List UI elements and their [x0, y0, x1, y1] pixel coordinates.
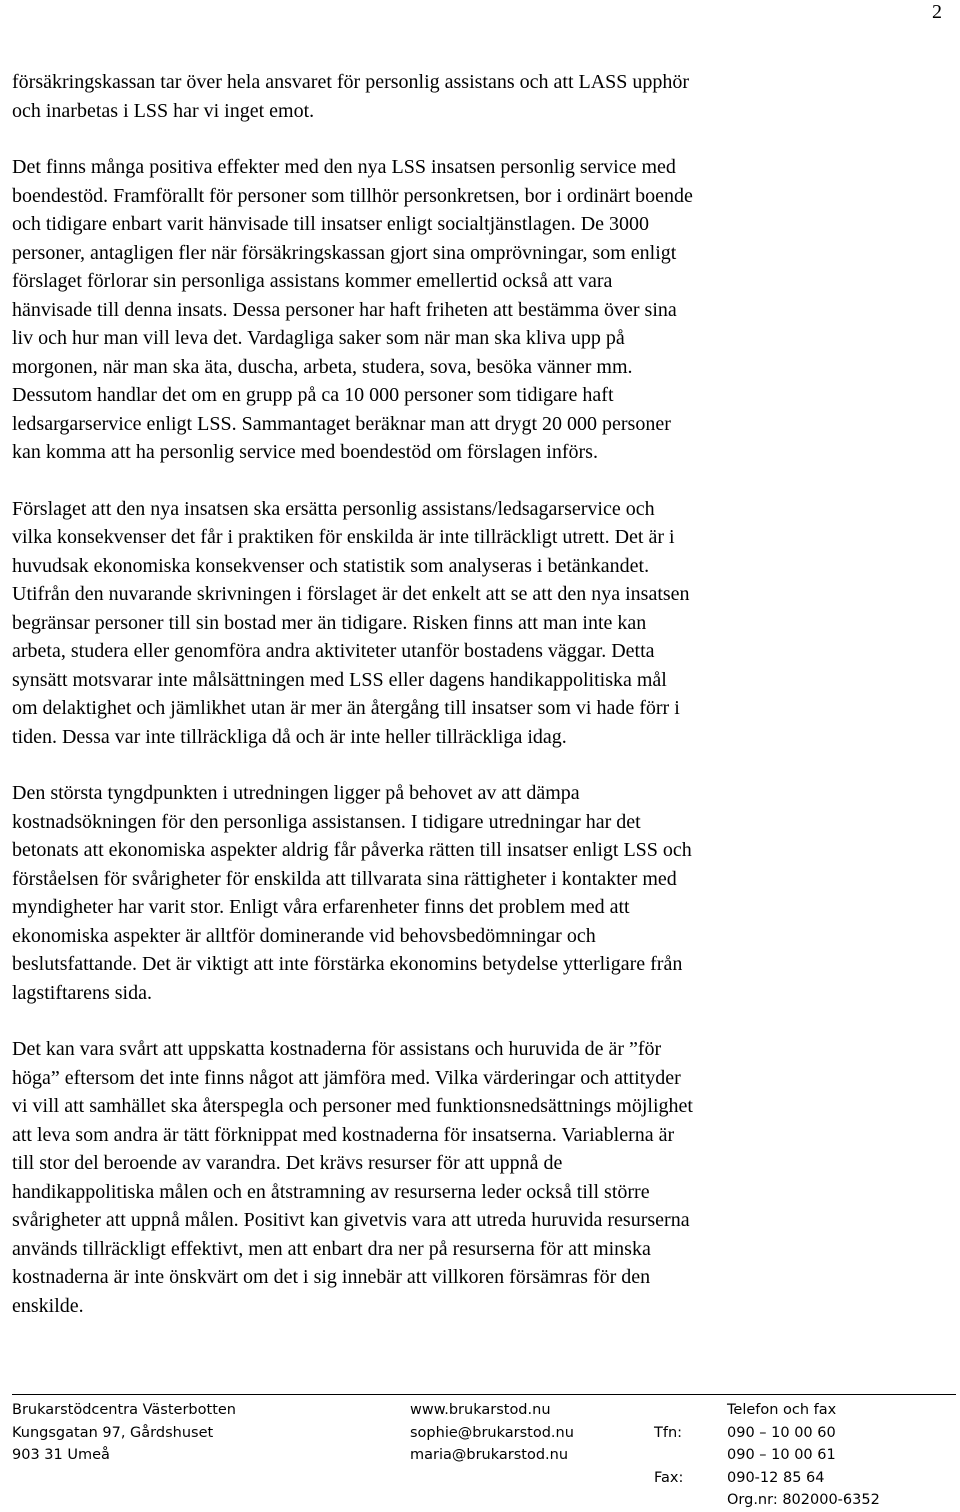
footer-address: Kungsgatan 97, Gårdshuset	[12, 1424, 214, 1441]
paragraph-line: förståelsen för svårigheter för enskilda att tillvarata sina rättigheter i kontakter med	[12, 867, 677, 890]
paragraph-line: Det finns många positiva effekter med den nya LSS insatsen personlig service med	[12, 156, 676, 178]
document-body	[12, 68, 932, 1348]
paragraph-line: kostnadsökningen för den personliga assistansen. I tidigare utredningar har det	[12, 810, 641, 833]
footer-fax: 090-12 85 64	[727, 1469, 825, 1486]
paragraph	[12, 68, 932, 125]
footer-postal: 903 31 Umeå	[12, 1447, 110, 1463]
footer-org-name: Brukarstödcentra Västerbotten	[12, 1402, 236, 1418]
footer-org-nr: Org.nr: 802000-6352	[727, 1492, 880, 1508]
footer-tfn-label: Tfn:	[654, 1424, 683, 1441]
paragraph-line: betonats att ekonomiska aspekter aldrig får påverka rätten till insatser enligt LSS och	[12, 839, 692, 861]
page-number: 2	[932, 1, 942, 23]
paragraph-line: ekonomiska aspekter är alltför dominerande vid behovsbedömningar och	[12, 924, 596, 947]
footer-phone-heading: Telefon och fax	[727, 1402, 837, 1418]
paragraph-line: morgonen, när man ska äta, duscha, arbeta, studera, sova, besöka vänner mm.	[12, 355, 633, 378]
footer-phone-2: 090 – 10 00 61	[727, 1447, 836, 1463]
paragraph-line: begränsar personer till sin bostad mer än tidigare. Risken finns att man inte kan	[12, 611, 647, 634]
footer-phone-block	[727, 1399, 880, 1512]
footer	[12, 1394, 956, 1508]
paragraph-line: kostnaderna är inte önskvärt om det i sig innebär att villkoren försämras för den	[12, 1266, 651, 1288]
footer-email-maria-link[interactable]: maria@brukarstod.nu	[410, 1447, 569, 1463]
paragraph-line: boendestöd. Framförallt för personer som tillhör personkretsen, bor i ordinärt boende	[12, 184, 693, 207]
paragraph-line: försäkringskassan tar över hela ansvaret för personlig assistans och att LASS upphör	[12, 71, 690, 93]
paragraph-line: vilka konsekvenser det får i praktiken för enskilda är inte tillräckligt utrett. Det är i	[12, 526, 675, 548]
paragraph	[12, 1035, 932, 1320]
paragraph-line: svårigheter att uppnå målen. Positivt kan givetvis vara att utreda huruvida resurserna	[12, 1209, 690, 1231]
paragraph-line: ledsargarservice enligt LSS. Sammantaget beräknar man att drygt 20 000 personer	[12, 412, 671, 435]
paragraph-line: Den största tyngdpunkten i utredningen ligger på behovet av att dämpa	[12, 782, 580, 804]
paragraph-line: handikappolitiska målen och en åtstramning av resurserna leder också till större	[12, 1180, 650, 1203]
paragraph-line: synsätt motsvarar inte målsättningen med LSS eller dagens handikappolitiska mål	[12, 668, 667, 691]
footer-website-link[interactable]: www.brukarstod.nu	[410, 1402, 551, 1418]
paragraph-line: arbeta, studera eller genomföra andra aktiviteter utanför bostadens väggar. Detta	[12, 640, 655, 662]
footer-email-sophie-link[interactable]: sophie@brukarstod.nu	[410, 1424, 574, 1441]
footer-label-block	[654, 1399, 683, 1489]
footer-fax-label: Fax:	[654, 1469, 684, 1486]
footer-web-block	[410, 1399, 574, 1467]
paragraph-line: hänvisade till denna insats. Dessa personer har haft friheten att bestämma över sina	[12, 298, 677, 321]
footer-phone-1: 090 – 10 00 60	[727, 1424, 836, 1441]
paragraph	[12, 153, 932, 467]
paragraph-line: vi vill att samhället ska återspegla och personer med funktionsnedsättnings möjlighet	[12, 1095, 693, 1117]
paragraph-line: liv och hur man vill leva det. Vardagliga saker som när man ska kliva upp på	[12, 327, 625, 349]
paragraph-line: höga” eftersom det inte finns något att jämföra med. Vilka värderingar och attityder	[12, 1066, 681, 1089]
paragraph-line: och inarbetas i LSS har vi inget emot.	[12, 99, 315, 122]
paragraph-line: till stor del beroende av varandra. Det krävs resurser för att uppnå de	[12, 1152, 563, 1174]
paragraph-line: beslutsfattande. Det är viktigt att inte förstärka ekonomins betydelse ytterligare från	[12, 953, 683, 975]
paragraph	[12, 779, 932, 1007]
paragraph-line: huvudsak ekonomiska konsekvenser och statistik som analyseras i betänkandet.	[12, 554, 650, 577]
paragraph-line: myndigheter har varit stor. Enligt våra erfarenheter finns det problem med att	[12, 896, 630, 918]
footer-address-block	[12, 1399, 236, 1467]
paragraph-line: Dessutom handlar det om en grupp på ca 10 000 personer som tidigare haft	[12, 384, 614, 406]
paragraph-line: Det kan vara svårt att uppskatta kostnaderna för assistans och huruvida de är ”för	[12, 1038, 662, 1060]
paragraph-line: förslaget förlorar sin personliga assistans kommer emellertid också att vara	[12, 270, 613, 292]
paragraph-line: tiden. Dessa var inte tillräckliga då och är inte heller tillräckliga idag.	[12, 725, 567, 748]
paragraph-line: används tillräckligt effektivt, men att enbart dra ner på resurserna för att minska	[12, 1237, 651, 1260]
paragraph-line: Förslaget att den nya insatsen ska ersätta personlig assistans/ledsagarservice och	[12, 497, 655, 520]
paragraph-line: lagstiftarens sida.	[12, 981, 152, 1004]
paragraph-line: kan komma att ha personlig service med boendestöd om förslagen införs.	[12, 441, 598, 463]
paragraph-line: och tidigare enbart varit hänvisade till insatser enligt socialtjänstlagen. De 3000	[12, 213, 650, 235]
paragraph-line: personer, antagligen fler när försäkringskassan gjort sina omprövningar, som enligt	[12, 241, 677, 264]
paragraph-line: att leva som andra är tätt förknippat med kostnaderna för insatserna. Variablerna är	[12, 1123, 675, 1146]
paragraph	[12, 495, 932, 752]
paragraph-line: enskilde.	[12, 1294, 84, 1317]
paragraph-line: om delaktighet och jämlikhet utan är mer än återgång till insatser som vi hade förr i	[12, 697, 680, 719]
paragraph-line: Utifrån den nuvarande skrivningen i förslaget är det enkelt att se att den nya insatsen	[12, 583, 690, 605]
